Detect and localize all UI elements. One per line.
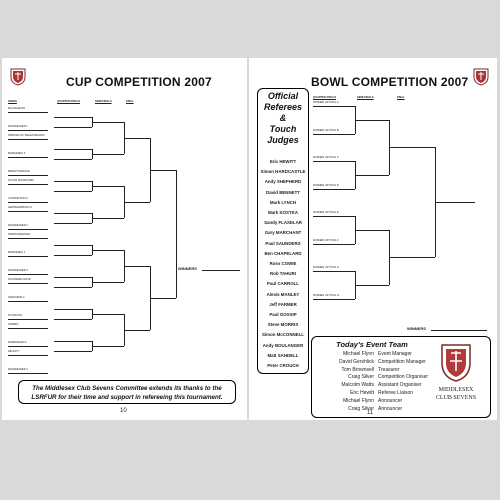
seed-line: [8, 274, 48, 275]
seed-line: [8, 301, 48, 302]
referee-name: Eric HEWITT: [269, 159, 297, 164]
seed-line: [8, 319, 48, 320]
seed-label: MIDDLESEX 2: [8, 152, 26, 155]
header-semi-finals: SEMI-FINALS: [95, 100, 112, 103]
bowl-winners-line: [431, 330, 487, 331]
referees-heading-3: &: [279, 113, 287, 123]
referee-name: Mark KOSTKA: [267, 210, 298, 215]
seed-label: PRINCES OF WALES REGION: [8, 134, 45, 137]
bowl-qf-line: [313, 216, 355, 217]
team-member-role: Referee Liaison: [378, 390, 414, 396]
seed-label: RANSKETEER 3: [8, 269, 28, 272]
team-member-role: Treasurer: [378, 366, 400, 373]
referee-name: Paul SAUNDERS: [265, 240, 301, 246]
seed-line: [8, 157, 48, 158]
referees-heading-1: Official: [267, 91, 299, 101]
bracket-line: [54, 287, 92, 288]
seed-line: [8, 202, 48, 203]
bracket-line: [92, 218, 124, 219]
bracket-line: [54, 319, 92, 320]
team-member-role: Assistant Organiser: [378, 382, 422, 389]
referee-name: Paul GOSSIP: [269, 312, 297, 317]
bracket-line: [176, 170, 177, 298]
bowl-qf-label: RUNNER UP POOL B: [313, 128, 339, 132]
bowl-qf-label: RUNNER UP POOL E: [313, 211, 339, 214]
team-member-role: Announcer: [378, 397, 403, 404]
referee-name: Andy SHEPHERD: [264, 179, 302, 185]
seed-label: SPARTAN/KENLEY: [8, 233, 31, 236]
seed-line: [8, 112, 48, 113]
referee-name: David BENNETT: [266, 189, 300, 195]
referee-name: Mark LYNCH: [269, 199, 297, 205]
bracket-line: [355, 120, 389, 121]
bracket-line: [92, 282, 124, 283]
bracket-line: [92, 314, 124, 315]
seed-label: BRIGHTON/HOVE: [8, 170, 30, 173]
seed-line: [8, 184, 48, 185]
bowl-qf-line: [313, 134, 355, 135]
team-member-name: Craig Silver: [348, 374, 374, 381]
bowl-qf-label: RUNNER UP POOL G: [313, 266, 339, 269]
bowl-qf-label: RUNNER UP POOL C: [313, 156, 339, 159]
seed-line: [8, 355, 48, 356]
referee-name: Ben CHAPELARD: [264, 250, 302, 256]
seed-label: PLYMOUTH: [8, 314, 23, 317]
bracket-line: [54, 309, 92, 310]
header-semi-finals: SEMI-FINALS: [357, 96, 374, 99]
bracket-line: [124, 330, 150, 331]
team-member-role: Announcer: [378, 405, 403, 412]
team-member-name: Michael Flynn: [343, 351, 374, 357]
referees-heading-2: Referees: [263, 102, 303, 112]
team-member-name: Craig Silver: [348, 405, 374, 412]
cup-winners-label: WINNERS: [178, 266, 197, 271]
bracket-line: [150, 298, 176, 299]
bracket-line: [435, 202, 475, 203]
seed-line: [8, 238, 48, 239]
event-team-title: Today's Event Team: [336, 340, 408, 349]
bowl-qf-label: RUNNER UP POOL H: [313, 293, 339, 297]
bracket-line: [54, 127, 92, 128]
seed-label: RANSKETEER 4: [8, 368, 28, 371]
bracket-line: [54, 245, 92, 246]
referees-heading-4: Touch: [269, 124, 297, 134]
referees-panel: [257, 88, 309, 374]
bowl-qf-line: [313, 189, 355, 190]
seed-label: BLACKHEATH: [8, 107, 26, 110]
seed-label: SOUTH WOODFORD: [8, 179, 34, 182]
seed-line: [8, 328, 48, 329]
club-name-line2: CLUB SEVENS: [435, 395, 477, 401]
referee-name: Simon McCONNELL: [262, 332, 304, 338]
bracket-line: [54, 277, 92, 278]
team-member-role: Event Manager: [378, 351, 412, 357]
seed-label: SARACENS 2: [8, 296, 25, 299]
bowl-qf-line: [313, 106, 355, 107]
seed-label: RANSKETEER 1: [8, 125, 28, 128]
referee-name: Steve MORRIS: [267, 322, 299, 328]
bracket-line: [54, 223, 92, 224]
referee-name: Paul CARROLL: [267, 281, 299, 287]
seed-line: [8, 175, 48, 176]
thanks-message: The Middlesex Club Sevens Committee extends its thanks to the LSRFUR for their time and support in refereeing this tournament.: [18, 380, 236, 404]
seed-line: [8, 211, 48, 212]
team-member-name: Michael Flynn: [343, 397, 374, 404]
seed-line: [8, 256, 48, 257]
referee-name: Gary MARCHANT: [264, 230, 302, 236]
page-number-right: 11: [367, 410, 374, 416]
bracket-line: [54, 149, 92, 150]
header-seeds: SEEDS: [8, 100, 17, 103]
header-quarter-finals: QUARTER-FINALS: [313, 96, 337, 99]
seed-label: FELICITY: [8, 350, 20, 353]
bracket-line: [355, 230, 389, 231]
bowl-title: BOWL COMPETITION 2007: [311, 75, 469, 89]
seed-line: [8, 346, 48, 347]
bracket-line: [54, 159, 92, 160]
seed-line: [8, 229, 48, 230]
referees-heading-5: Judges: [267, 135, 299, 145]
referee-name: Matt SANDELL: [267, 352, 299, 358]
bracket-line: [124, 138, 150, 139]
bracket-line: [54, 341, 92, 342]
seed-line: [8, 130, 48, 131]
bracket-line: [92, 250, 124, 251]
bowl-qf-line: [313, 299, 355, 300]
right-page: [249, 58, 497, 420]
cup-title: CUP COMPETITION 2007: [66, 75, 212, 89]
referee-name: Simon HARDCASTLE: [260, 169, 306, 175]
bracket-line: [389, 257, 435, 258]
bracket-line: [124, 266, 150, 267]
bowl-qf-label: RUNNER UP POOL A: [313, 101, 339, 104]
team-member-role: Competition Manager: [378, 358, 426, 365]
seed-label: CONSORTIUM 2: [8, 197, 28, 200]
bracket-line: [389, 147, 435, 148]
team-member-name: Malcolm Watts: [341, 382, 374, 389]
seed-label: MIDDLESEX 1: [8, 251, 26, 254]
bracket-line: [150, 170, 176, 171]
team-member-name: Eric Hewitt: [350, 390, 374, 396]
page-number-left: 10: [120, 408, 127, 414]
seed-label: RANSKETEER 2: [8, 224, 28, 227]
bracket-line: [92, 154, 124, 155]
bracket-line: [92, 346, 124, 347]
bracket-line: [54, 181, 92, 182]
bowl-qf-label: RUNNER UP POOL F: [313, 238, 339, 242]
seed-label: LEWISHAM/SOUTH: [8, 206, 32, 209]
referee-name: Alexis MANLEY: [266, 291, 300, 297]
bracket-line: [54, 351, 92, 352]
bracket-line: [92, 186, 124, 187]
bracket-line: [124, 202, 150, 203]
club-name-line1: MIDDLESEX: [438, 387, 474, 393]
seed-line: [8, 283, 48, 284]
team-member-name: David Gershlick: [338, 358, 374, 365]
seed-label: SOUTHERN HOVE: [8, 278, 31, 281]
bowl-qf-line: [313, 271, 355, 272]
referee-name: Rob TAHURI: [269, 271, 296, 277]
bracket-line: [54, 191, 92, 192]
referee-name: Ross COWIE: [269, 261, 297, 266]
header-final: FINAL: [126, 100, 134, 103]
club-crest-icon: [10, 68, 26, 86]
header-final: FINAL: [397, 96, 405, 99]
event-team-panel: [311, 336, 491, 418]
referee-name: Sandy FLAXELAR: [264, 220, 302, 226]
bracket-line: [54, 117, 92, 118]
team-member-name: Tom Brownsell: [341, 366, 374, 373]
seed-line: [8, 139, 48, 140]
seed-label: DOWDISHAM 2: [8, 341, 27, 344]
cup-winners-line: [202, 270, 240, 271]
referee-name: Jeff FARMER: [269, 301, 297, 307]
referee-name: Peter CROUCH: [267, 363, 299, 368]
referee-name: Andy BOULANGER: [262, 342, 304, 348]
bowl-winners-label: WINNERS: [407, 326, 426, 331]
club-crest-icon: [473, 68, 489, 86]
bowl-qf-line: [313, 244, 355, 245]
header-quarter-finals: QUARTER-FINALS: [57, 100, 81, 103]
team-member-role: Competition Organiser: [378, 374, 429, 381]
bracket-line: [355, 285, 389, 286]
bracket-line: [92, 122, 124, 123]
bowl-qf-label: RUNNER UP POOL D: [313, 183, 339, 187]
bracket-line: [54, 255, 92, 256]
club-crest-icon: [440, 343, 472, 383]
bracket-line: [54, 213, 92, 214]
seed-line: [8, 373, 48, 374]
left-page: [2, 58, 247, 420]
seed-label: SURREY: [8, 323, 19, 326]
bracket-line: [355, 175, 389, 176]
bowl-qf-line: [313, 161, 355, 162]
